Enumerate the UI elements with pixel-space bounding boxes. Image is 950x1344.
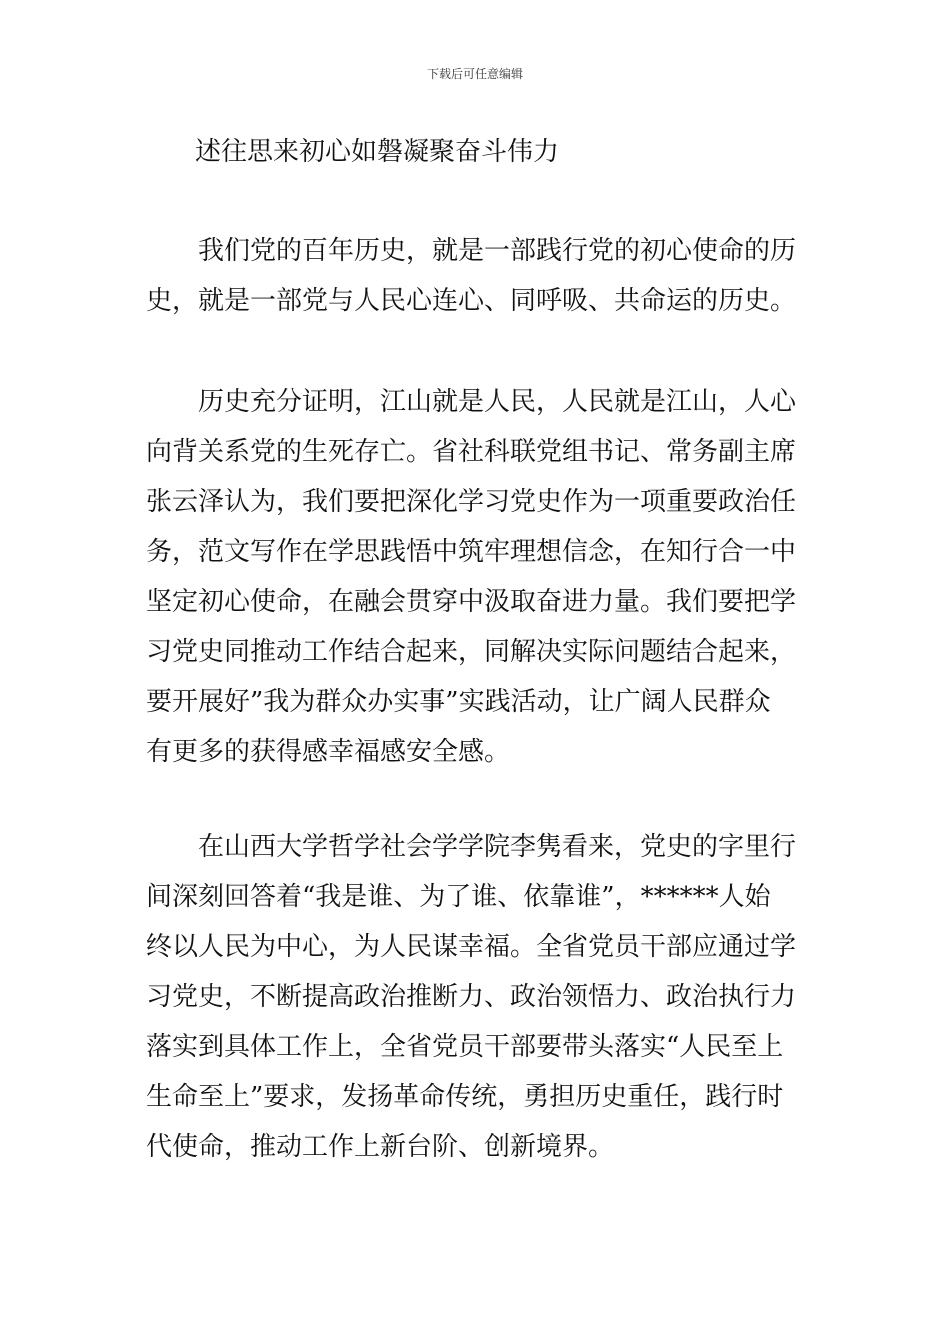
paragraph-line: 间深刻回答着“我是谁、为了谁、依靠谁”，******人始 bbox=[146, 882, 771, 912]
paragraph-line: 史，就是一部党与人民心连心、同呼吸、共命运的历史。 bbox=[146, 286, 797, 316]
paragraph-line: 我们党的百年历史，就是一部践行党的初心使命的历 bbox=[198, 236, 797, 266]
paragraph-line: 在山西大学哲学社会学学院李隽看来，党史的字里行 bbox=[198, 832, 797, 862]
paragraph-line: 终以人民为中心，为人民谋幸福。全省党员干部应通过学 bbox=[146, 932, 797, 962]
paragraph-line: 务，范文写作在学思践悟中筑牢理想信念，在知行合一中 bbox=[146, 537, 797, 567]
paragraph-line: 有更多的获得感幸福感安全感。 bbox=[146, 737, 511, 767]
paragraph-line: 历史充分证明，江山就是人民，人民就是江山，人心 bbox=[198, 387, 797, 417]
header-note: 下载后可任意编辑 bbox=[426, 67, 523, 81]
paragraph-line: 习党史，不断提高政治推断力、政治领悟力、政治执行力 bbox=[146, 982, 797, 1012]
paragraph-line: 张云泽认为，我们要把深化学习党史作为一项重要政治任 bbox=[146, 487, 797, 517]
paragraph-line: 向背关系党的生死存亡。省社科联党组书记、常务副主席 bbox=[146, 437, 797, 467]
document-title: 述往思来初心如磐凝聚奋斗伟力 bbox=[195, 137, 560, 167]
paragraph-line: 生命至上”要求，发扬革命传统，勇担历史重任，践行时 bbox=[146, 1082, 784, 1112]
paragraph-3 bbox=[146, 822, 806, 1172]
paragraph-line: 习党史同推动工作结合起来，同解决实际问题结合起来， bbox=[146, 637, 797, 667]
paragraph-line: 要开展好”我为群众办实事”实践活动，让广阔人民群众 bbox=[146, 687, 771, 717]
paragraph-2 bbox=[146, 377, 806, 777]
paragraph-line: 坚定初心使命，在融会贯穿中汲取奋进力量。我们要把学 bbox=[146, 587, 797, 617]
paragraph-line: 落实到具体工作上，全省党员干部要带头落实“人民至上 bbox=[146, 1032, 784, 1062]
paragraph-1 bbox=[146, 226, 806, 326]
paragraph-line: 代使命，推动工作上新台阶、创新境界。 bbox=[146, 1132, 615, 1162]
